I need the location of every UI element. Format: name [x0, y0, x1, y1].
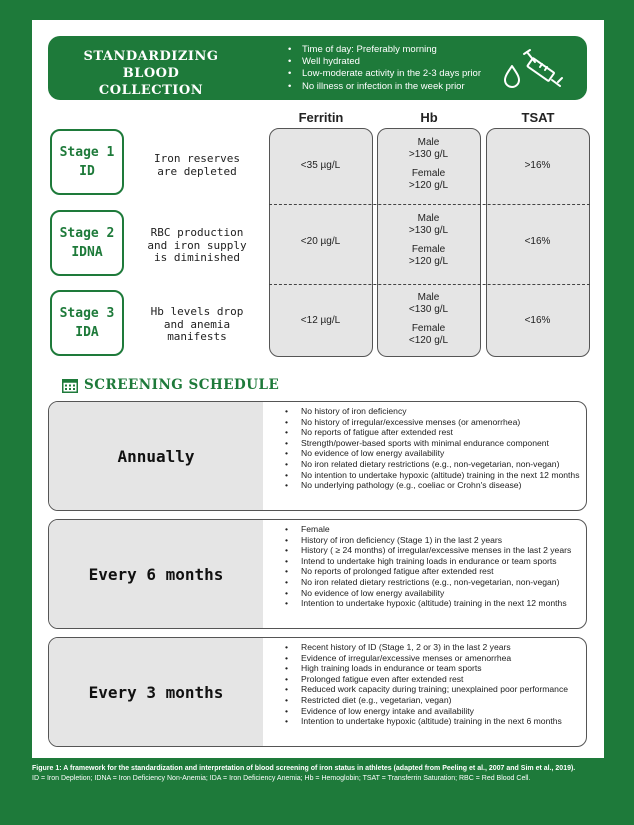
stage-label: Stage 1: [59, 145, 115, 160]
hb-female-label: Female: [411, 168, 446, 179]
screening-schedule-title: [62, 377, 279, 393]
hb-values-stage3: [378, 292, 479, 347]
stage-2-description: RBC production and iron supply is diminished: [147, 226, 247, 264]
ferritin-value-stage3: <12 µg/L: [300, 315, 341, 326]
list-item: • Prolonged fatigue even after extended rest: [285, 674, 568, 685]
caption-title: Figure 1: A framework for the standardization and interpretation of blood screening of iron status in athletes (adapted from Peeling et al., 2007 and Sim et al., 2019).: [32, 765, 576, 772]
schedule-every-6-months: [48, 519, 587, 629]
stage-2-box: [50, 210, 124, 276]
syringe-icon: [500, 44, 566, 92]
hb-male-value: >130 g/L: [408, 149, 449, 160]
hb-female-label: Female: [411, 244, 446, 255]
hb-male-value: <130 g/L: [408, 304, 449, 315]
hb-male-label: Male: [417, 292, 440, 303]
schedule-every-3-months: [48, 637, 587, 747]
column-header-ferritin: Ferritin: [298, 110, 344, 125]
hb-male-label: Male: [417, 137, 440, 148]
ferritin-value-stage1: <35 µg/L: [300, 160, 341, 171]
schedule-frequency: Annually: [49, 402, 263, 510]
tsat-value-stage2: <16%: [524, 236, 551, 247]
list-item: • No iron related dietary restrictions (e.g., non-vegetarian, non-vegan): [285, 459, 580, 470]
list-item: • Recent history of ID (Stage 1, 2 or 3) in the last 2 years: [285, 642, 568, 653]
schedule-criteria: [285, 406, 580, 491]
hb-male-value: >130 g/L: [408, 225, 449, 236]
list-item: • Strength/power-based sports with minimal endurance component: [285, 438, 580, 449]
figure-caption: [32, 764, 607, 784]
stage-1-description: Iron reserves are depleted: [153, 152, 241, 178]
list-item: • Female: [285, 524, 571, 535]
list-item: • Restricted diet (e.g., vegetarian, vegan): [285, 695, 568, 706]
list-item: • No reports of fatigue after extended rest: [285, 427, 580, 438]
list-item: • Intend to undertake high training loads in endurance or team sports: [285, 556, 571, 567]
list-item: • Evidence of low energy intake and availability: [285, 706, 568, 717]
blood-collection-banner: [48, 36, 587, 100]
banner-title: STANDARDIZING BLOOD COLLECTION: [83, 49, 219, 98]
hb-column: [377, 128, 481, 357]
hb-female-value: >120 g/L: [408, 180, 449, 191]
list-item: • No reports of prolonged fatigue after extended rest: [285, 566, 571, 577]
schedule-frequency: Every 3 months: [49, 638, 263, 746]
stage-label: Stage 3: [59, 306, 115, 321]
stage-code: IDA: [75, 325, 99, 340]
tsat-column: [486, 128, 590, 357]
figure-panel: [32, 20, 604, 758]
ferritin-column: [269, 128, 373, 357]
hb-values-stage1: [378, 137, 479, 192]
schedule-criteria: [285, 524, 571, 609]
banner-bullet: • Time of day: Preferably morning: [288, 44, 481, 56]
list-item: • No intention to undertake hypoxic (altitude) training in the next 12 months: [285, 470, 580, 481]
hb-male-label: Male: [417, 213, 440, 224]
banner-bullet: • Low-moderate activity in the 2-3 days prior: [288, 68, 481, 80]
list-item: • High training loads in endurance or team sports: [285, 663, 568, 674]
list-item: • No iron related dietary restrictions (e.g., non-vegetarian, non-vegan): [285, 577, 571, 588]
column-header-hb: Hb: [420, 110, 438, 125]
list-item: • Intention to undertake hypoxic (altitude) training in the next 12 months: [285, 598, 571, 609]
ferritin-value-stage2: <20 µg/L: [300, 236, 341, 247]
calendar-icon: [62, 378, 78, 393]
stage-label: Stage 2: [59, 226, 115, 241]
column-header-tsat: TSAT: [521, 110, 555, 125]
list-item: • No underlying pathology (e.g., coeliac or Crohn's disease): [285, 480, 580, 491]
hb-values-stage2: [378, 213, 479, 268]
stage-divider: [269, 284, 590, 285]
caption-abbreviations: ID = Iron Depletion; IDNA = Iron Deficiency Non-Anemia; IDA = Iron Deficiency Anemia; Hb = Hemoglobin; TSAT = Transferrin Saturation; RBC = Red Blood Cell.: [32, 775, 531, 782]
schedule-criteria: [285, 642, 568, 727]
stage-code: IDNA: [71, 245, 103, 260]
list-item: • History of iron deficiency (Stage 1) in the last 2 years: [285, 535, 571, 546]
tsat-value-stage1: >16%: [524, 160, 551, 171]
list-item: • No evidence of low energy availability: [285, 448, 580, 459]
stage-1-box: [50, 129, 124, 195]
banner-bullet: • No illness or infection in the week prior: [288, 81, 481, 93]
schedule-annually: [48, 401, 587, 511]
schedule-frequency: Every 6 months: [49, 520, 263, 628]
hb-female-value: >120 g/L: [408, 256, 449, 267]
list-item: • Reduced work capacity during training; unexplained poor performance: [285, 684, 568, 695]
stage-code: ID: [79, 164, 95, 179]
list-item: • No evidence of low energy availability: [285, 588, 571, 599]
stage-3-description: Hb levels drop and anemia manifests: [150, 305, 244, 343]
list-item: • Evidence of irregular/excessive menses or amenorrhea: [285, 653, 568, 664]
hb-female-value: <120 g/L: [408, 335, 449, 346]
list-item: • History ( ≥ 24 months) of irregular/excessive menses in the last 2 years: [285, 545, 571, 556]
stage-3-box: [50, 290, 124, 356]
schedule-heading: SCREENING SCHEDULE: [84, 377, 280, 393]
tsat-value-stage3: <16%: [524, 315, 551, 326]
stage-divider: [269, 204, 590, 205]
list-item: • Intention to undertake hypoxic (altitude) training in the next 6 months: [285, 716, 568, 727]
banner-bullets: [288, 44, 481, 93]
list-item: • No history of irregular/excessive menses (or amenorrhea): [285, 417, 580, 428]
list-item: • No history of iron deficiency: [285, 406, 580, 417]
banner-bullet: • Well hydrated: [288, 56, 481, 68]
hb-female-label: Female: [411, 323, 446, 334]
